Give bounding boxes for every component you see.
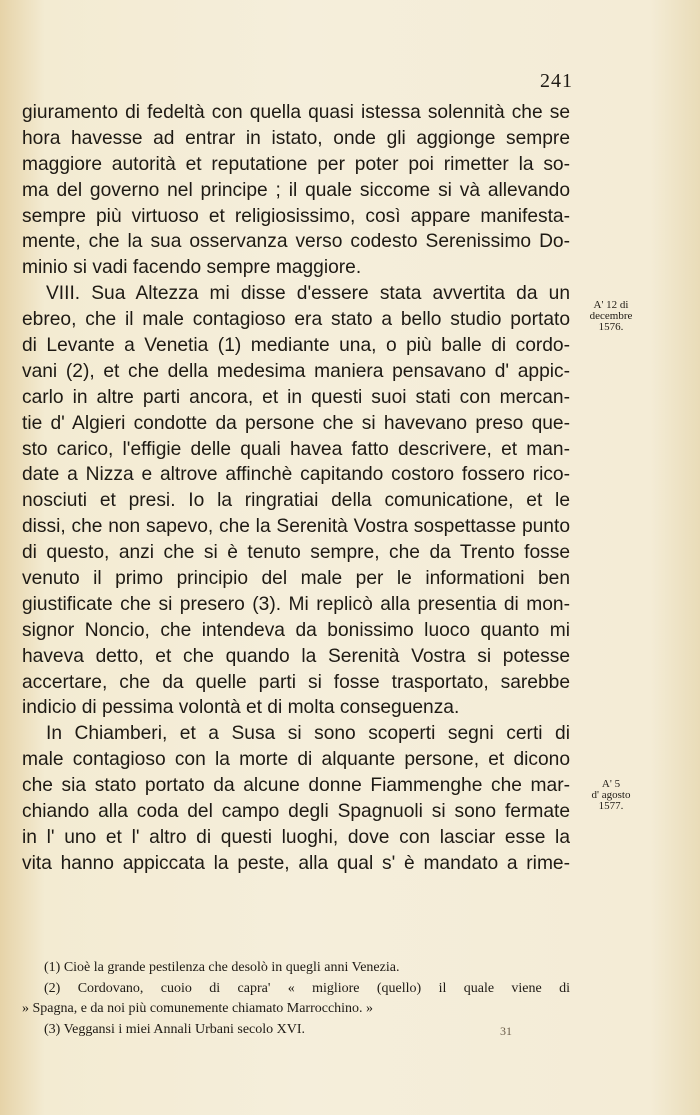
text-line: carlo in altre parti ancora, et in questi suoi stati con mercan- <box>22 386 570 408</box>
signature-mark: 31 <box>500 1024 512 1038</box>
margin-note-date-1 <box>576 300 646 333</box>
text-line: di Levante a Venetia (1) mediante una, o più balle di cordo- <box>22 335 570 357</box>
margin-note-line: A' 12 di <box>593 299 629 311</box>
text-line: di questo, anzi che si è tenuto sempre, che da Trento fosse <box>22 542 570 564</box>
margin-note-line: d' agosto <box>591 789 631 801</box>
text-line: giustificate che si presero (3). Mi replicò alla presentia di mon- <box>22 593 570 615</box>
body-text <box>22 100 570 877</box>
margin-note-line: decembre <box>589 310 633 322</box>
footnotes <box>22 958 570 1040</box>
margin-note-line: A' 5 <box>601 778 621 790</box>
footnote: (3) Veggansi i miei Annali Urbani secolo XVI. <box>44 1021 306 1037</box>
text-line: signor Noncio, che intendeva da bonissimo luoco quanto mi <box>22 619 570 641</box>
text-line: chiando alla coda del campo degli Spagnuoli si sono fermate <box>22 801 570 823</box>
text-line: nosciuti et presi. Io la ringratiai della comunicatione, et le <box>22 490 570 512</box>
text-line: In Chiamberi, et a Susa si sono scoperti segni certi di <box>46 723 570 745</box>
footnote: » Spagna, e da noi più comunemente chiamato Marrocchino. » <box>22 1001 374 1016</box>
margin-note-date-2 <box>576 779 646 812</box>
text-line: ma del governo nel principe ; il quale siccome si và allevando <box>22 179 570 201</box>
text-line: accertare, che da quelle parti si fosse trasportato, sarebbe <box>22 671 570 693</box>
page-number: 241 <box>540 70 573 92</box>
text-line: maggiore autorità et reputatione per poter poi rimetter la so- <box>22 153 570 175</box>
footnote: (1) Cioè la grande pestilenza che desolò in quegli anni Venezia. <box>44 960 400 975</box>
text-line: ebreo, che il male contagioso era stato a bello studio portato <box>22 309 570 331</box>
text-line: vani (2), et che della medesima maniera pensavano d' appic- <box>22 360 570 382</box>
text-line: minio si vadi facendo sempre maggiore. <box>22 257 362 279</box>
text-line: venuto il primo principio del male per le informationi ben <box>22 568 570 590</box>
text-line: vita hanno appiccata la peste, alla qual s' è mandato a rime- <box>22 852 570 874</box>
margin-note-line: 1577. <box>598 800 624 812</box>
text-line: tie d' Algieri condotte da persone che si havevano preso que- <box>22 412 570 434</box>
text-line: in l' uno et l' altro di questi luoghi, dove con lasciar esse la <box>22 826 570 848</box>
text-line: sempre più virtuoso et religiosissimo, così appare manifesta- <box>22 205 570 227</box>
text-line: VIII. Sua Altezza mi disse d'essere stata avvertita da un <box>46 283 570 305</box>
text-line: indicio di pessima volontà et di molta conseguenza. <box>22 697 460 719</box>
footnote: (2) Cordovano, cuoio di capra' « migliore (quello) il quale viene di <box>44 980 570 996</box>
text-line: haveva detto, et che quando la Serenità Vostra si potesse <box>22 645 570 667</box>
text-line: dissi, che non sapevo, che la Serenità Vostra sospettasse punto <box>22 516 570 538</box>
text-line: male contagioso con la morte di alquante persone, et dicono <box>22 749 570 771</box>
text-line: che sia stato portato da alcune donne Fiammenghe che mar- <box>22 775 570 797</box>
text-line: giuramento di fedeltà con quella quasi istessa solennità che se <box>22 102 570 123</box>
text-line: date a Nizza e altrove affinchè capitando costoro fossero rico- <box>22 464 570 486</box>
text-line: sto carico, l'effigie delle quali havea fatto descrivere, et man- <box>22 438 570 460</box>
margin-note-line: 1576. <box>598 321 624 333</box>
text-line: mente, che la sua osservanza verso codesto Serenissimo Do- <box>22 231 570 253</box>
text-line: hora havesse ad entrar in istato, onde gli aggionge sempre <box>22 127 570 149</box>
